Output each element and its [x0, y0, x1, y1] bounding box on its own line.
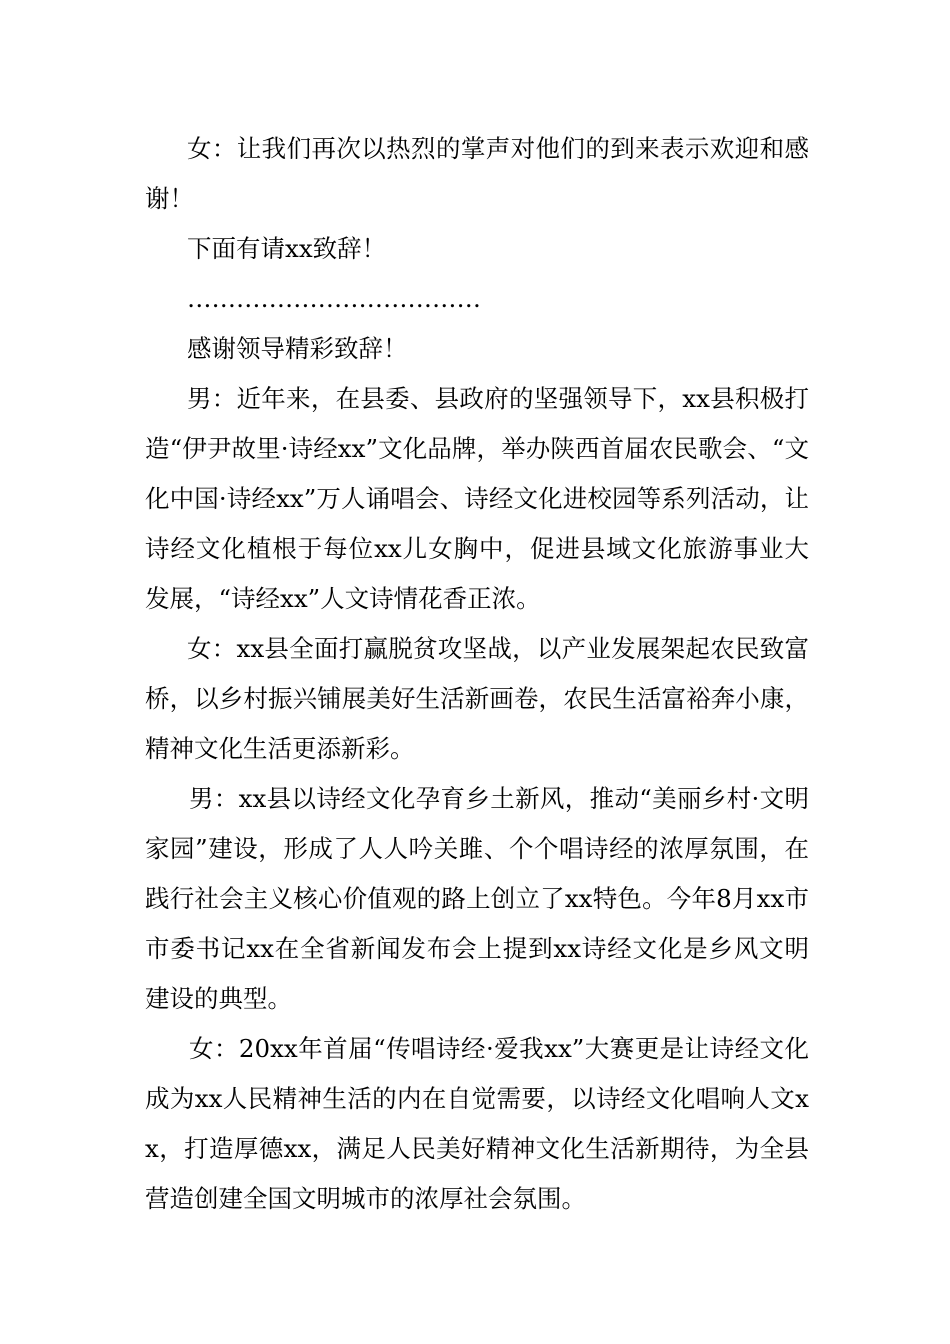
document-body	[145, 124, 809, 1224]
paragraph-welcome: 女：让我们再次以热烈的掌声对他们的到来表示欢迎和感谢！	[145, 134, 809, 213]
paragraph-male-1: 男：近年来，在县委、县政府的坚强领导下，xx县积极打造“伊尹故里·诗经xx”文化品牌，举办陕西首届农民歌会、“文化中国·诗经xx”万人诵唱会、诗经文化进校园等系列活动，让诗经文化植根于每位xx儿女胸中，促进县域文化旅游事业大发展，“诗经xx”人文诗情花香正浓。	[145, 384, 809, 613]
paragraph-male-2: 男：xx县以诗经文化孕育乡土新风，推动“美丽乡村·文明家园”建设，形成了人人吟关雎、个个唱诗经的浓厚氛围，在践行社会主义核心价值观的路上创立了xx特色。今年8月xx市市委书记xx在全省新闻发布会上提到xx诗经文化是乡风文明建设的典型。	[145, 784, 809, 1013]
paragraph-thanks: 感谢领导精彩致辞！	[187, 334, 408, 363]
paragraph-invite-speech: 下面有请xx致辞！	[187, 234, 387, 263]
ellipsis-line: ………………………………	[187, 284, 481, 313]
paragraph-female-1: 女：xx县全面打赢脱贫攻坚战，以产业发展架起农民致富桥，以乡村振兴铺展美好生活新画卷，农民生活富裕奔小康，精神文化生活更添新彩。	[145, 634, 809, 763]
paragraph-female-2: 女：20xx年首届“传唱诗经·爱我xx”大赛更是让诗经文化成为xx人民精神生活的内在自觉需要，以诗经文化唱响人文xx，打造厚德xx，满足人民美好精神文化生活新期待，为全县营造创建全国文明城市的浓厚社会氛围。	[145, 1034, 809, 1213]
